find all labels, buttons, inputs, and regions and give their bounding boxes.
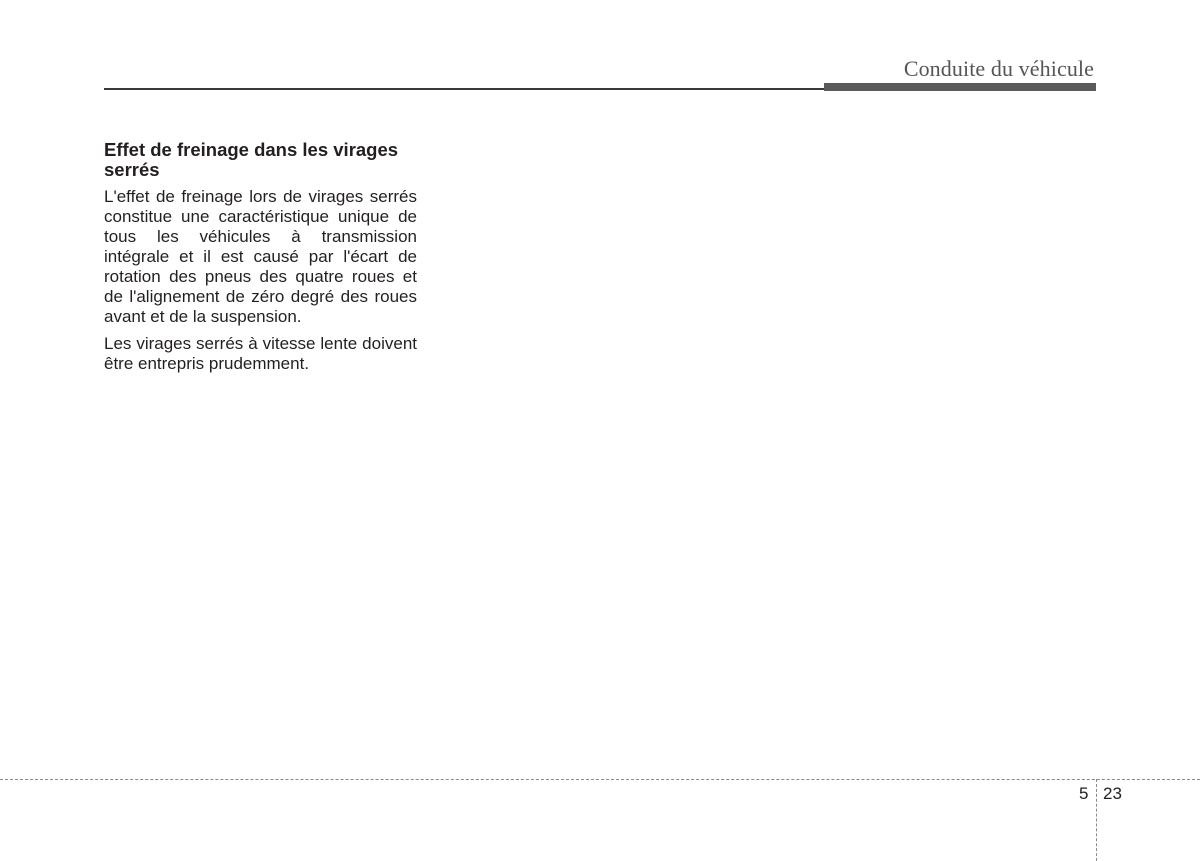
main-column bbox=[104, 140, 417, 381]
header-rule-thick bbox=[824, 83, 1096, 91]
footer-dashed-rule bbox=[0, 779, 1200, 780]
footer-dashed-divider bbox=[1096, 779, 1097, 861]
body-paragraph: Les virages serrés à vitesse lente doivent être entrepris prudemment. bbox=[104, 334, 417, 373]
page-number: 23 bbox=[1103, 784, 1122, 803]
body-paragraph: L'effet de freinage lors de virages serrés constitue une caractéristique unique de tous les véhicules à transmission intégrale et il est causé par l'écart de rotation des pneus des quatre roues et de l'alignement de zéro degré des roues avant et de la suspension. bbox=[104, 187, 417, 326]
header-rule-thin bbox=[104, 88, 826, 90]
chapter-number: 5 bbox=[1079, 784, 1089, 803]
running-header-title: Conduite du véhicule bbox=[903, 56, 1094, 81]
section-heading: Effet de freinage dans les virages serrés bbox=[104, 139, 399, 180]
